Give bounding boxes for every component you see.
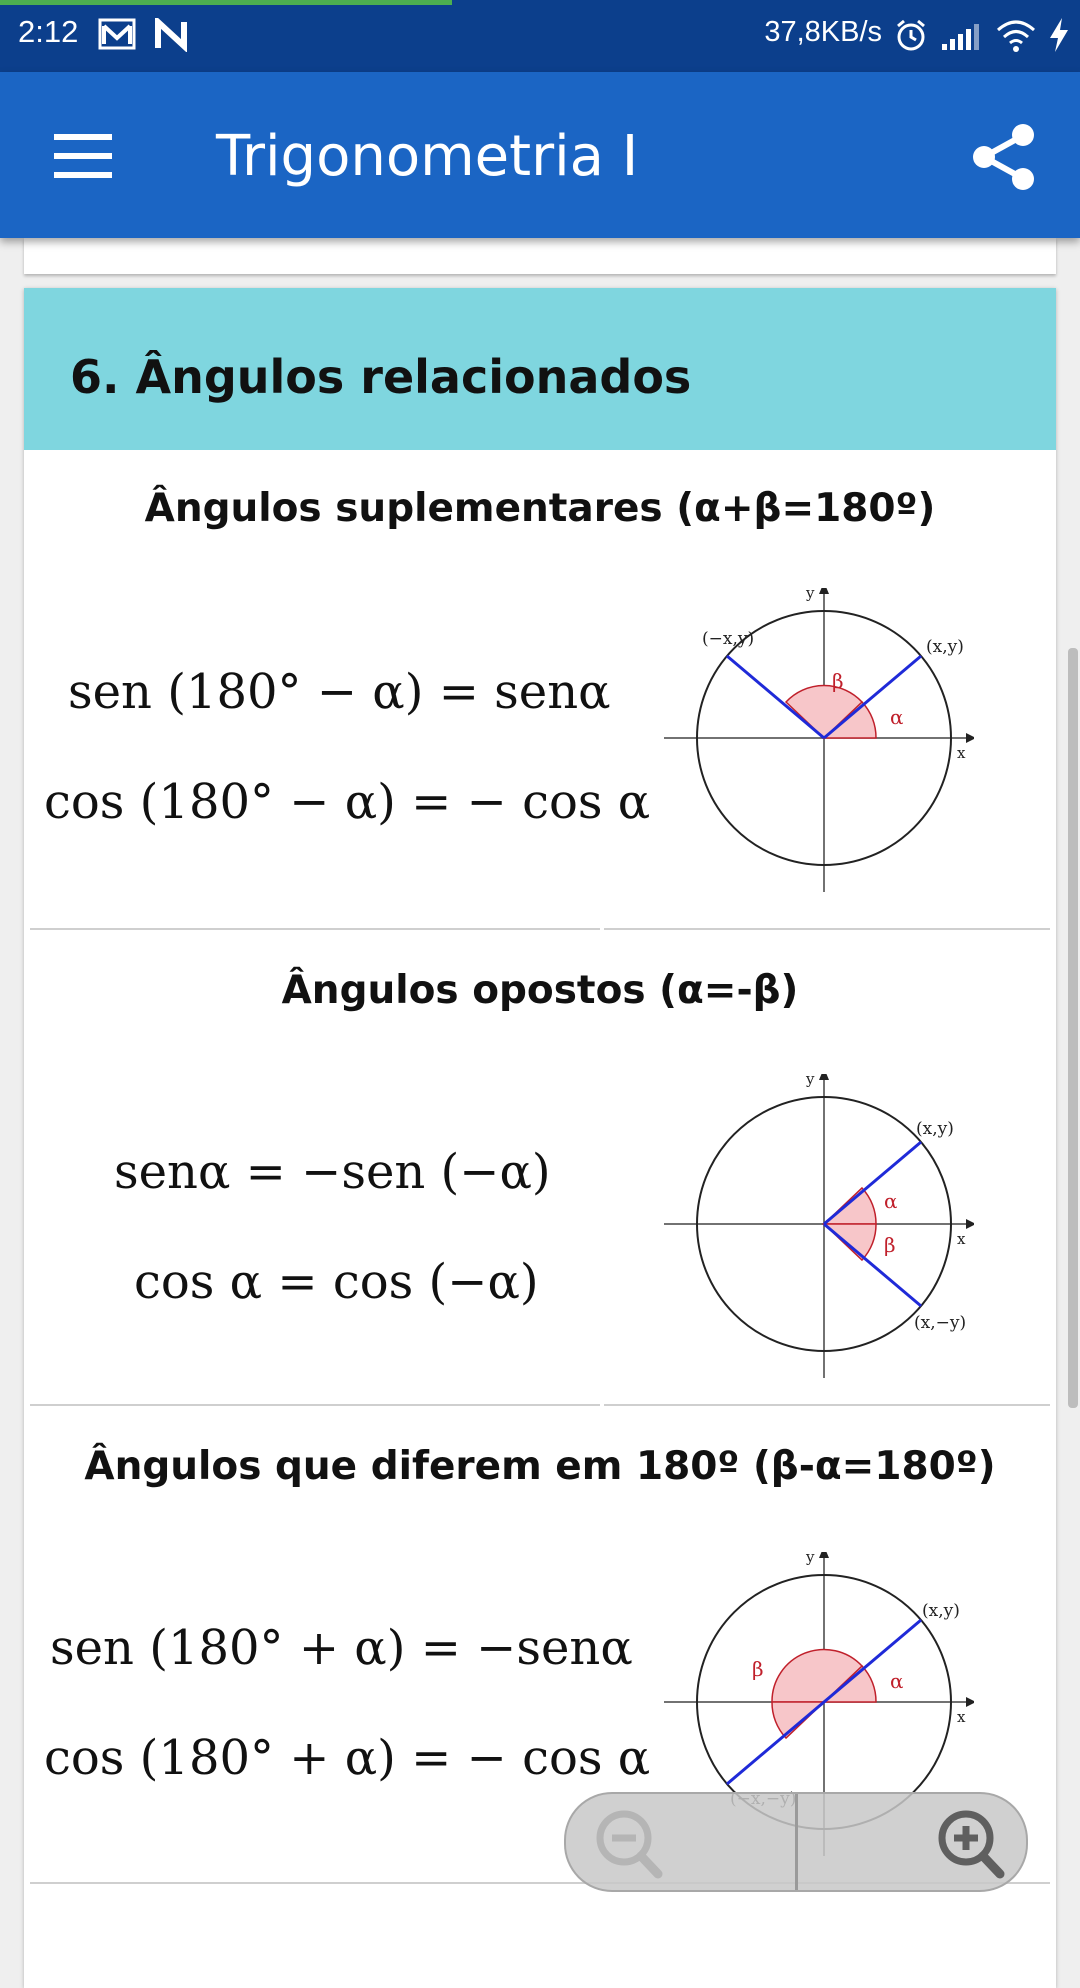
gmail-icon: [98, 18, 138, 52]
y-axis-label: y: [806, 588, 815, 602]
formula-cos-opposite: cos α = cos (−α): [134, 1254, 539, 1310]
share-icon[interactable]: [970, 122, 1040, 192]
formula-sin-opposite: senα = −sen (−α): [114, 1144, 551, 1200]
loading-progress-bar: [0, 0, 452, 5]
network-speed: 37,8KB/s: [764, 16, 882, 48]
point-label-bottom: (x,−y): [914, 1313, 967, 1333]
previous-card: [24, 238, 1056, 274]
scrollbar[interactable]: [1068, 648, 1078, 1408]
app-title: Trigonometria I: [216, 124, 639, 189]
section-title-differ-180: Ângulos que diferem em 180º (β-α=180º): [84, 1444, 996, 1489]
formula-sin-supplementary: sen (180° − α) = senα: [68, 664, 611, 720]
related-angles-card: [24, 288, 1056, 1988]
hamburger-menu-icon[interactable]: [44, 116, 124, 196]
formula-cos-differ-180: cos (180° + α) = − cos α: [44, 1730, 651, 1786]
formula-cos-supplementary: cos (180° − α) = − cos α: [44, 774, 651, 830]
wifi-icon: [996, 18, 1040, 54]
status-time: 2:12: [18, 14, 79, 49]
divider: [604, 928, 1050, 930]
point-label-top: (x,y): [922, 1601, 960, 1621]
x-axis-label: x: [957, 744, 966, 762]
app-bar: [0, 72, 1080, 238]
supplementary-angles-diagram: [664, 588, 974, 898]
point-label-right: (x,y): [926, 637, 964, 657]
status-bar: [0, 0, 1080, 72]
zoom-in-icon: [798, 1794, 1028, 1890]
zoom-out-icon: [566, 1794, 796, 1890]
card-header: [24, 288, 1056, 450]
card-title: 6. Ângulos relacionados: [70, 350, 692, 404]
angle-b-label: β: [884, 1233, 896, 1257]
y-axis-label: y: [806, 1074, 815, 1088]
x-axis-label: x: [957, 1708, 966, 1726]
section-title-opposite: Ângulos opostos (α=-β): [281, 968, 799, 1013]
point-label-left: (−x,y): [702, 629, 755, 649]
section-title-supplementary: Ângulos suplementares (α+β=180º): [144, 486, 936, 531]
zoom-in-button[interactable]: [798, 1794, 1028, 1890]
n-notification-icon: [154, 18, 190, 52]
divider: [30, 928, 600, 930]
angle-b-label: β: [832, 669, 844, 693]
y-axis-label: y: [806, 1552, 815, 1566]
point-label-top: (x,y): [916, 1119, 954, 1139]
angle-a-label: α: [890, 1669, 904, 1693]
zoom-controls: [564, 1792, 1028, 1892]
angle-a-label: α: [890, 705, 904, 729]
divider: [30, 1404, 600, 1406]
angle-b-label: β: [752, 1657, 764, 1681]
formula-sin-differ-180: sen (180° + α) = −senα: [50, 1620, 633, 1676]
signal-icon: [940, 22, 980, 52]
alarm-icon: [894, 18, 928, 52]
x-axis-label: x: [957, 1230, 966, 1248]
angle-a-label: α: [884, 1189, 898, 1213]
charging-icon: [1046, 16, 1072, 54]
divider: [604, 1404, 1050, 1406]
opposite-angles-diagram: [664, 1074, 974, 1384]
zoom-out-button[interactable]: [566, 1794, 796, 1890]
